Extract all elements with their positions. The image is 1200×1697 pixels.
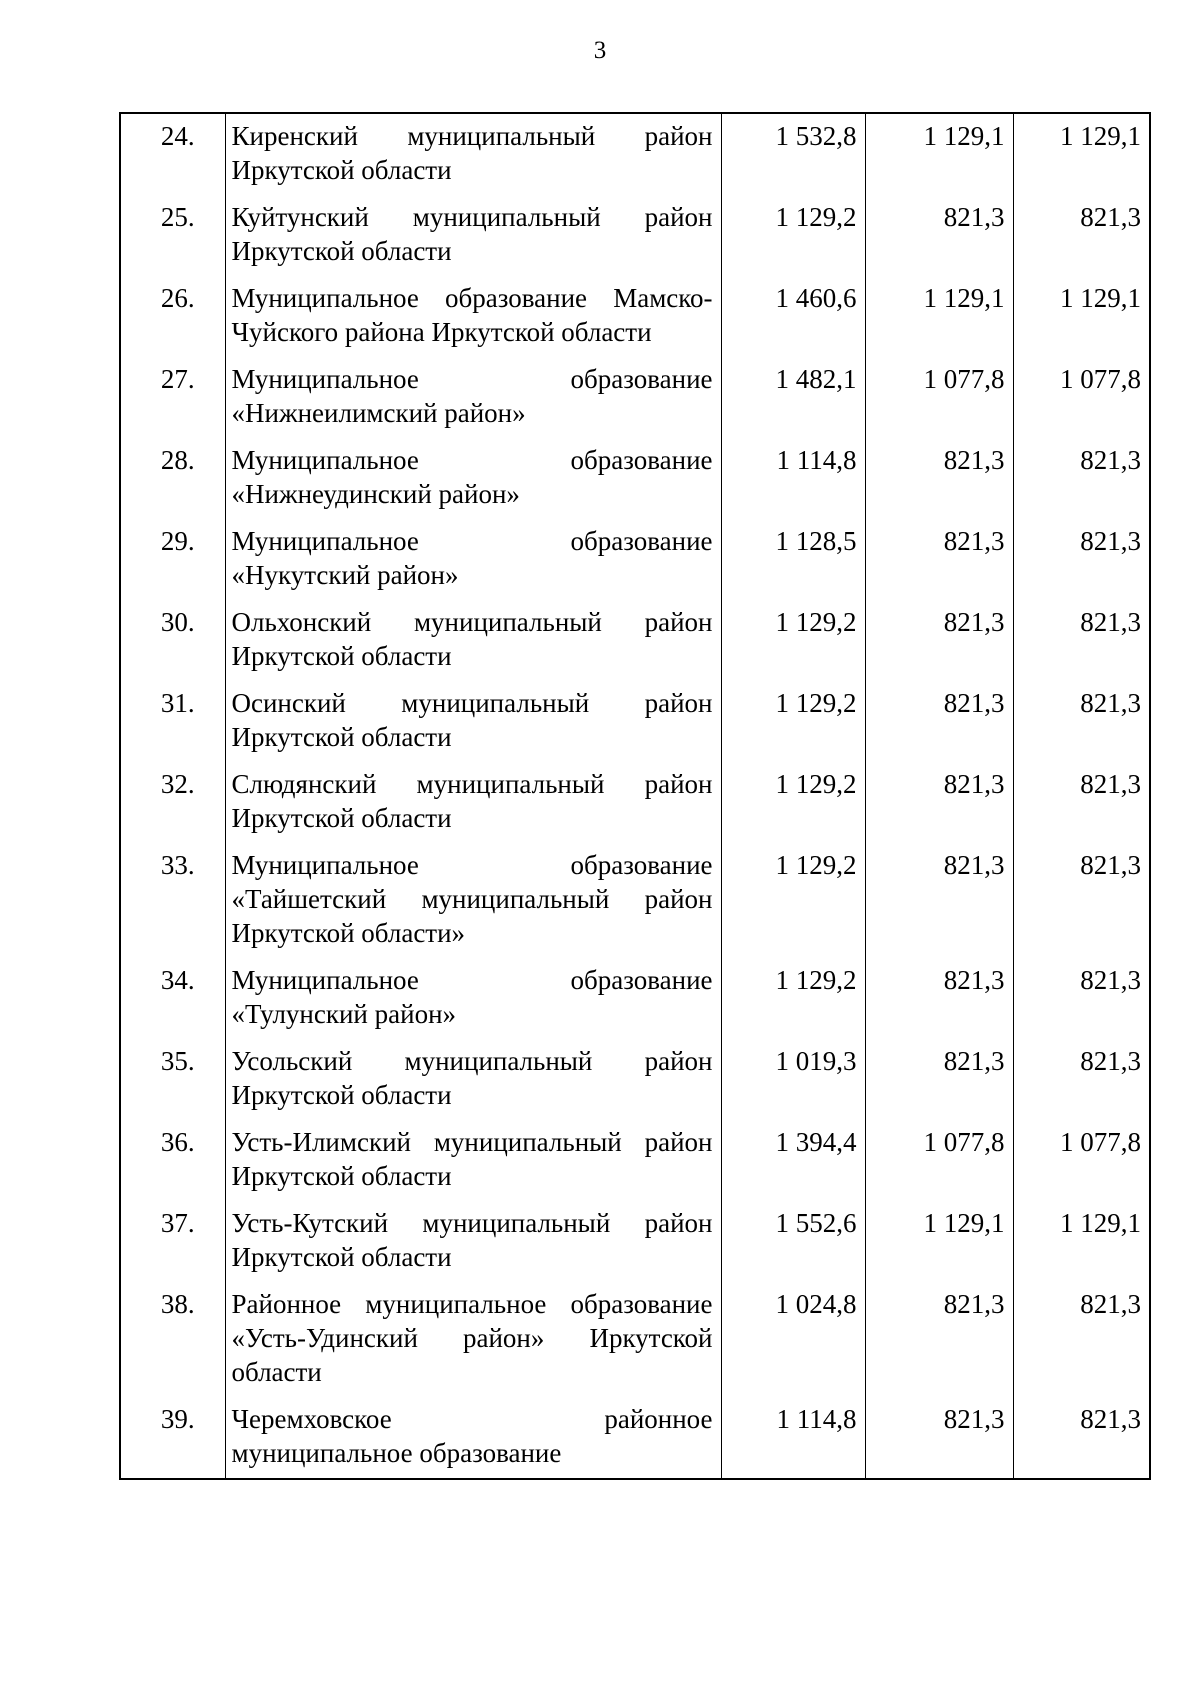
municipality-name-line: Ольхонский муниципальный район [231,607,713,637]
municipality-name-line: Иркутской области [231,1080,452,1110]
row-number: 27. [120,357,225,438]
table-row [120,438,1150,519]
municipality-name-line: Иркутской области [231,722,452,752]
amount-cell-3: 821,3 [1013,1039,1150,1120]
amount-cell-3: 1 077,8 [1013,357,1150,438]
amount-cell-1: 1 129,2 [721,600,865,681]
row-number: 37. [120,1201,225,1282]
amount-cell-3: 1 077,8 [1013,1120,1150,1201]
amount-cell-1: 1 394,4 [721,1120,865,1201]
municipality-name [225,843,721,958]
table-row [120,762,1150,843]
amount-cell-1: 1 129,2 [721,958,865,1039]
municipality-name-line: Муниципальное образование [231,526,713,556]
amount-cell-2: 821,3 [865,843,1013,958]
amount-cell-3: 821,3 [1013,958,1150,1039]
amount-cell-2: 821,3 [865,1282,1013,1397]
row-number: 25. [120,195,225,276]
amount-cell-1: 1 024,8 [721,1282,865,1397]
amount-cell-2: 821,3 [865,681,1013,762]
row-number: 29. [120,519,225,600]
municipality-name-line: Районное муниципальное образование [231,1289,713,1319]
row-number: 24. [120,113,225,195]
row-number: 28. [120,438,225,519]
amount-cell-3: 821,3 [1013,1397,1150,1479]
table-row [120,357,1150,438]
municipality-name-line: Муниципальное образование [231,965,713,995]
municipality-name-line: Чуйского района Иркутской области [231,317,652,347]
table-row [120,276,1150,357]
municipality-name [225,276,721,357]
municipality-name-line: области [231,1357,322,1387]
municipality-name-line: Иркутской области [231,236,452,266]
municipality-name [225,195,721,276]
municipal-districts-table [119,112,1151,1480]
row-number: 38. [120,1282,225,1397]
municipality-name [225,357,721,438]
municipality-name-line: «Нижнеилимский район» [231,398,526,428]
municipality-name-line: «Нижнеудинский район» [231,479,520,509]
municipality-name [225,681,721,762]
municipality-name-line: Иркутской области [231,1242,452,1272]
table-row [120,681,1150,762]
row-number: 32. [120,762,225,843]
municipality-name-line: Муниципальное образование [231,850,713,880]
amount-cell-2: 1 129,1 [865,1201,1013,1282]
row-number: 39. [120,1397,225,1479]
municipality-name-line: Муниципальное образование Мамско- [231,283,713,313]
table-row [120,519,1150,600]
amount-cell-2: 821,3 [865,762,1013,843]
amount-cell-1: 1 129,2 [721,762,865,843]
municipality-name [225,1397,721,1479]
amount-cell-1: 1 460,6 [721,276,865,357]
amount-cell-2: 1 077,8 [865,1120,1013,1201]
municipality-name [225,600,721,681]
municipality-name-line: Усть-Илимский муниципальный район [231,1127,713,1157]
amount-cell-3: 821,3 [1013,762,1150,843]
municipality-name-line: Черемховское районное [231,1404,713,1434]
row-number: 31. [120,681,225,762]
row-number: 35. [120,1039,225,1120]
municipality-name-line: муниципальное образование [231,1438,562,1468]
municipality-name-line: Осинский муниципальный район [231,688,713,718]
municipality-name [225,113,721,195]
municipality-name-line: Муниципальное образование [231,364,713,394]
amount-cell-2: 821,3 [865,438,1013,519]
amount-cell-1: 1 482,1 [721,357,865,438]
municipality-name-line: Иркутской области [231,155,452,185]
municipality-name [225,438,721,519]
municipality-name-line: Иркутской области [231,641,452,671]
row-number: 34. [120,958,225,1039]
municipality-name [225,1282,721,1397]
table-row [120,1282,1150,1397]
municipality-name-line: Куйтунский муниципальный район [231,202,713,232]
amount-cell-3: 821,3 [1013,438,1150,519]
amount-cell-3: 821,3 [1013,600,1150,681]
amount-cell-1: 1 129,2 [721,681,865,762]
municipality-name-line: Киренский муниципальный район [231,121,713,151]
page-number: 3 [593,37,607,64]
municipality-name-line: «Усть-Удинский район» Иркутской [231,1323,713,1353]
municipality-name [225,1201,721,1282]
amount-cell-3: 1 129,1 [1013,113,1150,195]
amount-cell-3: 821,3 [1013,681,1150,762]
municipality-name [225,1120,721,1201]
amount-cell-2: 821,3 [865,958,1013,1039]
municipality-name-line: Иркутской области» [231,918,466,948]
amount-cell-2: 821,3 [865,600,1013,681]
table-row [120,843,1150,958]
amount-cell-2: 821,3 [865,1039,1013,1120]
municipality-name-line: Иркутской области [231,803,452,833]
table-row [120,600,1150,681]
table-row [120,1397,1150,1479]
table-row [120,195,1150,276]
row-number: 26. [120,276,225,357]
municipality-name-line: Усть-Кутский муниципальный район [231,1208,713,1238]
amount-cell-3: 1 129,1 [1013,1201,1150,1282]
amount-cell-3: 821,3 [1013,195,1150,276]
municipality-name [225,762,721,843]
table-row [120,113,1150,195]
municipality-name-line: «Тулунский район» [231,999,457,1029]
amount-cell-1: 1 129,2 [721,843,865,958]
amount-cell-1: 1 114,8 [721,1397,865,1479]
amount-cell-2: 1 077,8 [865,357,1013,438]
amount-cell-1: 1 114,8 [721,438,865,519]
amount-cell-2: 1 129,1 [865,276,1013,357]
amount-cell-2: 1 129,1 [865,113,1013,195]
amount-cell-1: 1 129,2 [721,195,865,276]
row-number: 33. [120,843,225,958]
amount-cell-1: 1 019,3 [721,1039,865,1120]
table-row [120,1201,1150,1282]
table-row [120,1120,1150,1201]
amount-cell-2: 821,3 [865,195,1013,276]
municipality-name-line: «Тайшетский муниципальный район [231,884,713,914]
row-number: 36. [120,1120,225,1201]
amount-cell-1: 1 128,5 [721,519,865,600]
table-row [120,1039,1150,1120]
table-body [120,113,1150,1479]
amount-cell-3: 821,3 [1013,1282,1150,1397]
amount-cell-1: 1 532,8 [721,113,865,195]
municipality-name-line: Усольский муниципальный район [231,1046,713,1076]
municipality-name [225,519,721,600]
municipality-name-line: Иркутской области [231,1161,452,1191]
amount-cell-3: 821,3 [1013,843,1150,958]
municipality-name-line: Муниципальное образование [231,445,713,475]
amount-cell-3: 1 129,1 [1013,276,1150,357]
amount-cell-2: 821,3 [865,519,1013,600]
row-number: 30. [120,600,225,681]
table-row [120,958,1150,1039]
amount-cell-1: 1 552,6 [721,1201,865,1282]
municipality-name-line: «Нукутский район» [231,560,459,590]
amount-cell-2: 821,3 [865,1397,1013,1479]
amount-cell-3: 821,3 [1013,519,1150,600]
municipality-name-line: Слюдянский муниципальный район [231,769,713,799]
municipality-name [225,1039,721,1120]
municipality-name [225,958,721,1039]
